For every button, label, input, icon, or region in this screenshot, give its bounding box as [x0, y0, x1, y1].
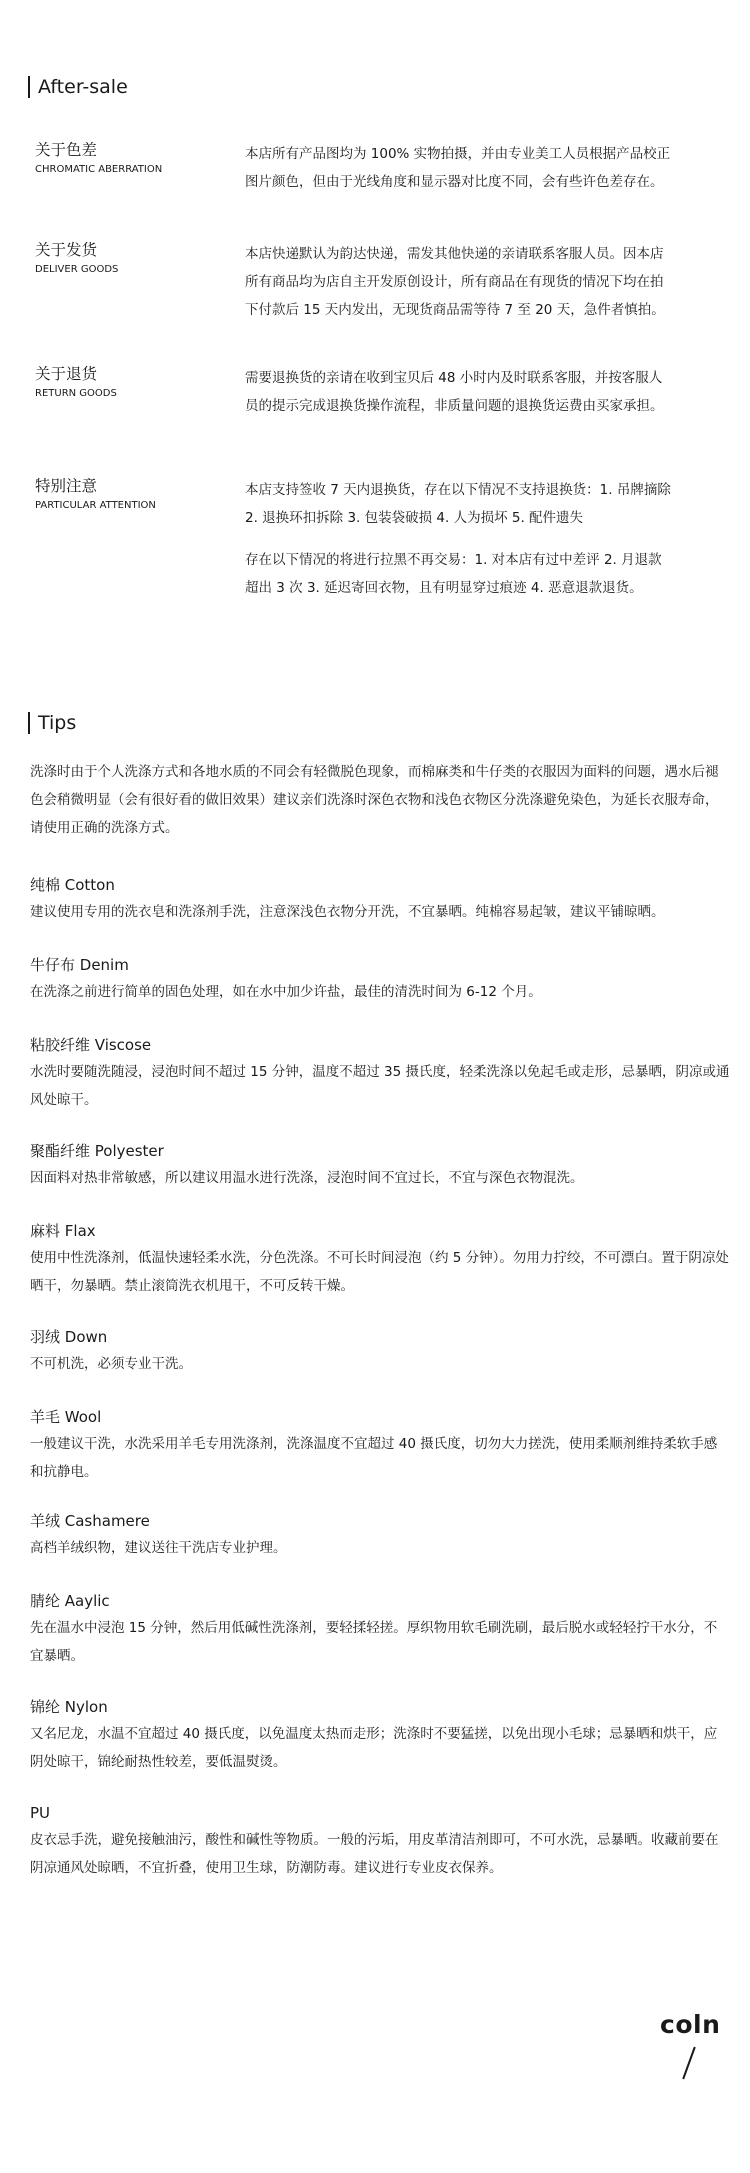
after-sale-item-body — [245, 140, 675, 196]
tip-title: 聚酯纤维 Polyester — [30, 1142, 164, 1160]
tip-body: 使用中性洗涤剂，低温快速轻柔水洗，分色洗涤。不可长时间浸泡（约 5 分钟）。勿用力拧绞，不可漂白。置于阴凉处晒干，勿暴晒。禁止滚筒洗衣机甩干，不可反转干燥。 — [30, 1250, 729, 1294]
tip-item-cashmere — [30, 1508, 730, 1562]
tip-item-denim — [30, 952, 730, 1006]
brand-logo: coln — [660, 2010, 721, 2039]
tip-item-nylon — [30, 1694, 730, 1776]
tip-body: 不可机洗，必须专业干洗。 — [30, 1356, 192, 1372]
tip-item-wool — [30, 1404, 730, 1486]
tip-item-pu — [30, 1800, 730, 1882]
after-sale-paragraph: 需要退换货的亲请在收到宝贝后 48 小时内及时联系客服，并按客服人员的提示完成退换货操作流程，非质量问题的退换货运费由买家承担。 — [245, 370, 664, 414]
tip-title: PU — [30, 1804, 51, 1822]
after-sale-heading: After-sale — [28, 76, 128, 98]
tip-body: 又名尼龙，水温不宜超过 40 摄氏度，以免温度太热而走形；洗涤时不要猛搓，以免出现小毛球；忌暴晒和烘干，应阴处晾干，锦纶耐热性较差，要低温熨烫。 — [30, 1726, 718, 1770]
tip-title: 羊绒 Cashamere — [30, 1512, 150, 1530]
tip-body: 皮衣忌手洗，避免接触油污，酸性和碱性等物质。一般的污垢，用皮革清洁剂即可，不可水洗，忌暴晒。收藏前要在阴凉通风处晾晒，不宜折叠，使用卫生球，防潮防毒。建议进行专业皮衣保养。 — [30, 1832, 719, 1876]
after-sale-title-en: CHROMATIC ABERRATION — [35, 164, 163, 175]
tip-title: 羊毛 Wool — [30, 1408, 102, 1426]
tip-item-viscose — [30, 1032, 730, 1114]
after-sale-item-body — [245, 240, 675, 324]
after-sale-paragraph: 本店所有产品图均为 100% 实物拍摄，并由专业美工人员根据产品校正图片颜色，但由于光线角度和显示器对比度不同，会有些许色差存在。 — [245, 146, 671, 190]
after-sale-title-en: PARTICULAR ATTENTION — [35, 500, 156, 511]
tip-item-polyester — [30, 1138, 730, 1192]
after-sale-title-zh: 关于色差 — [35, 141, 98, 159]
after-sale-paragraph: 本店快递默认为韵达快递，需发其他快递的亲请联系客服人员。因本店所有商品均为店自主开发原创设计，所有商品在有现货的情况下均在拍下付款后 15 天内发出，无现货商品需等待 7 至 20 天，急件者慎拍。 — [245, 246, 665, 318]
tips-intro: 洗涤时由于个人洗涤方式和各地水质的不同会有轻微脱色现象，而棉麻类和牛仔类的衣服因为面料的问题，遇水后褪色会稍微明显（会有很好看的做旧效果）建议亲们洗涤时深色衣物和浅色衣物区分洗涤避免染色，为延长衣服寿命，请使用正确的洗涤方式。 — [30, 764, 719, 836]
after-sale-paragraph: 本店支持签收 7 天内退换货，存在以下情况不支持退换货：1. 吊牌摘除 2. 退换环扣拆除 3. 包装袋破损 4. 人为损坏 5. 配件遗失 — [245, 482, 671, 526]
tip-item-flax — [30, 1218, 730, 1300]
after-sale-title-zh: 关于发货 — [35, 241, 98, 259]
tip-title: 纯棉 Cotton — [30, 876, 115, 894]
tip-title: 腈纶 Aaylic — [30, 1592, 110, 1610]
tip-body: 在洗涤之前进行简单的固色处理，如在水中加少许盐，最佳的清洗时间为 6-12 个月。 — [30, 984, 542, 1000]
after-sale-title-zh: 特别注意 — [35, 477, 98, 495]
slash-mark — [682, 2047, 696, 2080]
after-sale-item-attention — [35, 476, 675, 656]
tip-body: 因面料对热非常敏感，所以建议用温水进行洗涤，浸泡时间不宜过长，不宜与深色衣物混洗。 — [30, 1170, 584, 1186]
after-sale-item-label — [35, 476, 235, 513]
tip-item-down — [30, 1324, 730, 1378]
after-sale-item-body — [245, 476, 675, 602]
after-sale-title-en: RETURN GOODS — [35, 388, 117, 399]
tip-body: 水洗时要随洗随浸，浸泡时间不超过 15 分钟，温度不超过 35 摄氏度，轻柔洗涤以免起毛或走形，忌暴晒，阴凉或通风处晾干。 — [30, 1064, 730, 1108]
tips-heading: Tips — [28, 712, 76, 734]
after-sale-title-en: DELIVER GOODS — [35, 264, 119, 275]
after-sale-title-zh: 关于退货 — [35, 365, 98, 383]
after-sale-item-label — [35, 240, 235, 277]
tip-title: 锦纶 Nylon — [30, 1698, 108, 1716]
tip-body: 建议使用专用的洗衣皂和洗涤剂手洗，注意深浅色衣物分开洗，不宜暴晒。纯棉容易起皱，建议平铺晾晒。 — [30, 904, 665, 920]
tip-title: 牛仔布 Denim — [30, 956, 129, 974]
tip-title: 麻料 Flax — [30, 1222, 96, 1240]
tip-title: 羽绒 Down — [30, 1328, 108, 1346]
after-sale-item-color — [35, 140, 675, 220]
after-sale-item-label — [35, 140, 235, 177]
tip-body: 高档羊绒织物，建议送往干洗店专业护理。 — [30, 1540, 287, 1556]
tip-body: 一般建议干洗，水洗采用羊毛专用洗涤剂，洗涤温度不宜超过 40 摄氏度，切勿大力搓洗，使用柔顺剂维持柔软手感和抗静电。 — [30, 1436, 718, 1480]
after-sale-item-label — [35, 364, 235, 401]
after-sale-item-deliver — [35, 240, 675, 352]
tip-item-acrylic — [30, 1588, 730, 1670]
after-sale-item-return — [35, 364, 675, 448]
tip-title: 粘胶纤维 Viscose — [30, 1036, 152, 1054]
after-sale-item-body — [245, 364, 675, 420]
after-sale-paragraph: 存在以下情况的将进行拉黑不再交易：1. 对本店有过中差评 2. 月退款超出 3 次 3. 延迟寄回衣物，且有明显穿过痕迹 4. 恶意退款退货。 — [245, 552, 662, 596]
tip-item-cotton — [30, 872, 730, 926]
tip-body: 先在温水中浸泡 15 分钟，然后用低碱性洗涤剂，要轻揉轻搓。厚织物用软毛刷洗刷，最后脱水或轻轻拧干水分，不宜暴晒。 — [30, 1620, 718, 1664]
